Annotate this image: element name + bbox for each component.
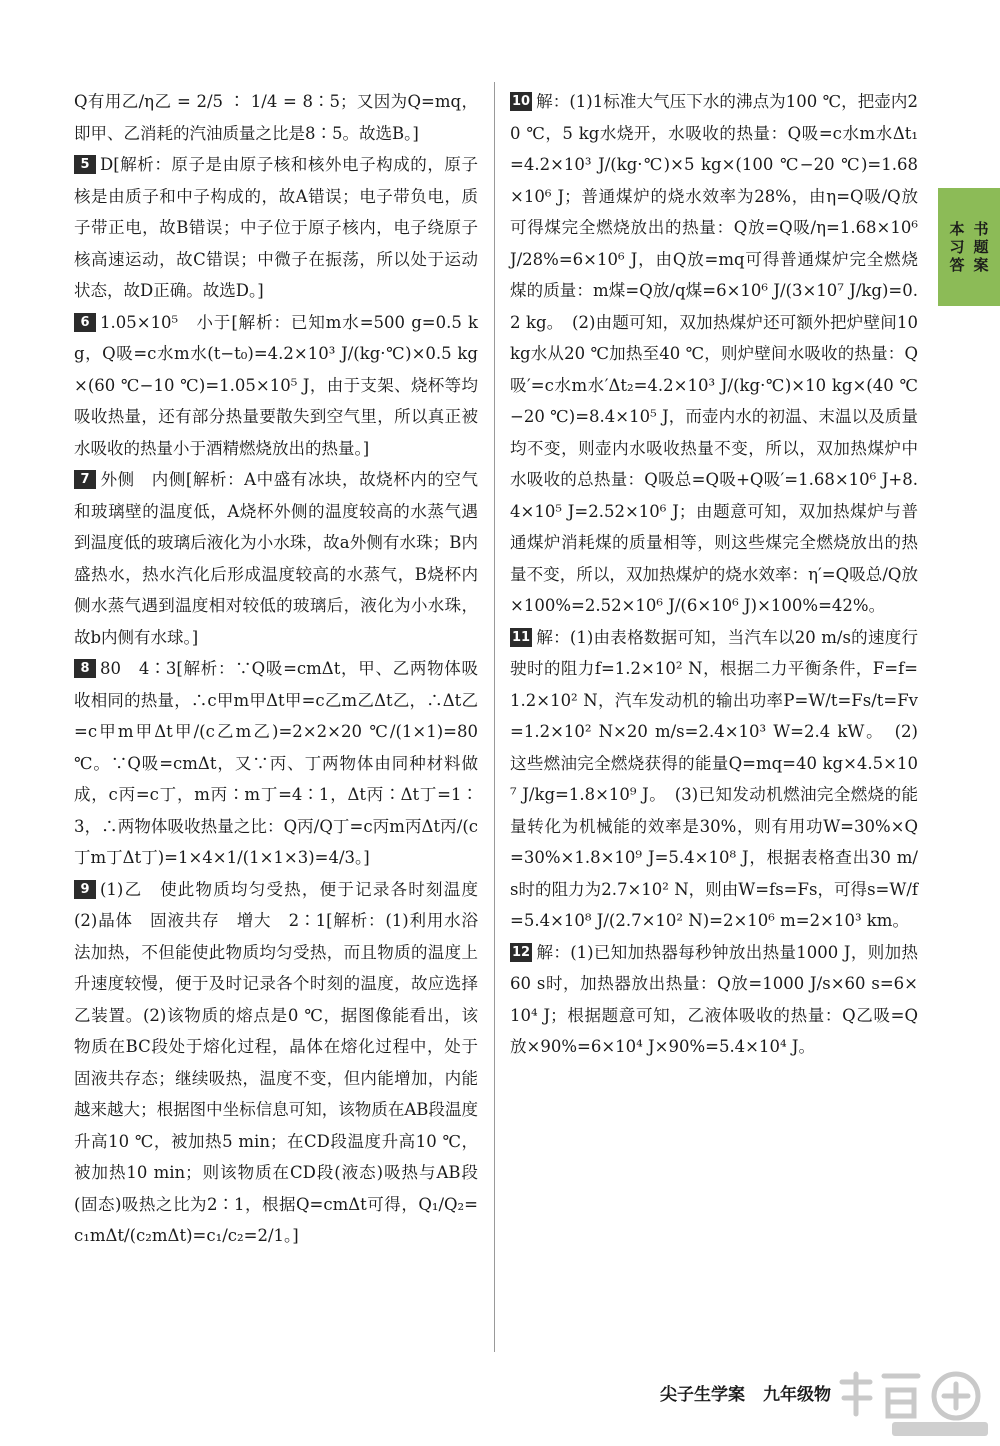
page-footer — [660, 1380, 849, 1405]
left-column — [74, 86, 495, 1252]
answer-number: 10 — [512, 94, 531, 109]
answer-number: 12 — [512, 944, 531, 960]
footer-brand: 尖子生学案 — [660, 1385, 745, 1405]
answer-number: 6 — [74, 313, 96, 332]
answer-text: 解：(1)由表格数据可知，当汽车以20 m/s的速度行驶时的阻力f=1.2×10² N，根据二力平衡条件，F=f=1.2×10² N，汽车发动机的输出功率P=W/t=Fs/t=Fv=1.2×10² N×20 m/s=2.4×10³ W=2.4 kW。 (2)这些燃油完全燃烧获得的能量Q=mq=40 kg×4.5×10⁷ J/kg=1.8×10⁹ J。 (3)已知发动机燃油完全燃烧的能量转化为机械能的效率是30%，则有用功W=30%×Q=30%×1.8×10⁹ J=5.4×10⁸ J，根据表格查出30 m/s时的阻力为2.7×10² N，则由W=fs=Fs，可得s=W/f=5.4×10⁸ J/(2.7×10² N)=2×10⁶ m=2×10³ km。 — [510, 627, 918, 930]
answer-text: 解：(1)1标准大气压下水的沸点为100 ℃，把壶内20 ℃，5 kg水烧开，水吸收的热量：Q吸=c水m水Δt₁=4.2×10³ J/(kg·℃)×5 kg×(100 ℃−20 ℃)=1.68×10⁶ J；普通煤炉的烧水效率为28%，由η=Q吸/Q放可得煤完全燃烧放出的热量：Q放=Q吸/η=1.68×10⁶ J/28%=6×10⁶ J，由Q放=mq可得普通煤炉完全燃烧煤的质量：m煤=Q放/q煤=6×10⁶ J/(3×10⁷ J/kg)=0.2 kg。 (2)由题可知，双加热煤炉还可额外把炉壁间10 kg水从20 ℃加热至40 ℃，则炉壁间水吸收的热量：Q吸′=c水m水′Δt₂=4.2×10³ J/(kg·℃)×10 kg×(40 ℃−20 ℃)=8.4×10⁵ J，而壶内水的初温、末温以及质量均不变，则壶内水吸收热量不变，所以，双加热煤炉中水吸收的总热量：Q吸总=Q吸+Q吸′=1.68×10⁶ J+8.4×10⁵ J=2.52×10⁶ J；由题意可知，双加热煤炉与普通煤炉消耗煤的质量相等，则这些煤完全燃烧放出的热量不变，所以，双加热煤炉的烧水效率：η′=Q吸总/Q放×100%=2.52×10⁶ J/(6×10⁶ J)×100%=42%。 — [510, 92, 918, 615]
side-tab-char: 书 — [973, 219, 989, 238]
answer-item-5 — [74, 149, 478, 307]
answer-text: D[解析：原子是由原子核和核外电子构成的，原子核是由质子和中子构成的，故A错误；电子带负电，质子带正电，故B错误；中子位于原子核内，电子绕原子核高速运动，故C错误；中微子在振荡，所以处于运动状态，故D正确。故选D。] — [74, 155, 478, 300]
answer-text: Q有用乙/η乙 = 2/5 ∶ 1/4 = 8∶5；又因为Q=mq，即甲、乙消耗的汽油质量之比是8∶5。故选B。] — [74, 92, 478, 143]
watermark-logo-icon — [832, 1362, 992, 1438]
answer-item-4-cont — [74, 86, 478, 149]
footer-grade: 九年级物 — [763, 1385, 831, 1405]
answer-number: 7 — [74, 470, 96, 489]
side-tab-char: 习 — [949, 237, 965, 256]
answer-item-11 — [510, 622, 918, 937]
answer-text: 外侧 内侧[解析：A中盛有冰块，故烧杯内的空气和玻璃壁的温度低，A烧杯外侧的温度较高的水蒸气遇到温度低的玻璃后液化为小水珠，故a外侧有水珠；B内盛热水，热水汽化后形成温度较高的水蒸气，B烧杯内侧水蒸气遇到温度相对较低的玻璃后，液化为小水珠，故b内侧有水球。] — [74, 470, 478, 647]
answer-number: 9 — [74, 880, 96, 899]
answer-text: 1.05×10⁵ 小于[解析：已知m水=500 g=0.5 kg，Q吸=c水m水(t−t₀)=4.2×10³ J/(kg·℃)×0.5 kg×(60 ℃−10 ℃)=1.05×10⁵ J，由于支架、烧杯等均吸收热量，还有部分热量要散失到空气里，所以真正被水吸收的热量小于酒精燃烧放出的热量。] — [74, 312, 478, 458]
answer-item-9 — [74, 874, 495, 1252]
side-tab-char: 题 — [973, 237, 989, 256]
answer-item-12 — [510, 937, 918, 1063]
column-divider — [494, 82, 495, 1352]
answer-text: 解：(1)已知加热器每秒钟放出热量1000 J，则加热60 s时，加热器放出热量：Q放=1000 J/s×60 s=6×10⁴ J；根据题意可知，乙液体吸收的热量：Q乙吸=Q放×90%=6×10⁴ J×90%=5.4×10⁴ J。 — [510, 942, 918, 1056]
answer-number: 5 — [74, 155, 96, 174]
answer-item-7 — [74, 464, 478, 653]
answer-text: (1)乙 使此物质均匀受热，便于记录各时刻温度 (2)晶体 固液共存 增大 2∶1[解析：(1)利用水浴法加热，不但能使此物质均匀受热，而且物质的温度上升速度较慢，便于及时记录各个时刻的温度，故应选择乙装置。(2)该物质的熔点是0 ℃，据图像能看出，该物质在BC段处于熔化过程，晶体在熔化过程中，处于固液共存态；继续吸热，温度不变，但内能增加，内能越来越大；根据图中坐标信息可知，该物质在AB段温度升高10 ℃，被加热5 min；在CD段温度升高10 ℃，被加热10 min；则该物质在CD段(液态)吸热与AB段(固态)吸热之比为2∶1，根据Q=cmΔt可得，Q₁/Q₂=c₁mΔt/(c₂mΔt)=c₁/c₂=2/1。] — [74, 879, 495, 1245]
side-tab — [938, 188, 1000, 306]
side-tab-char: 答 — [949, 255, 965, 274]
side-tab-char: 案 — [973, 255, 989, 274]
answer-item-8 — [74, 653, 478, 874]
answer-text: 80 4∶3[解析：∵Q吸=cmΔt，甲、乙两物体吸收相同的热量，∴c甲m甲Δt甲=c乙m乙Δt乙，∴Δt乙=c甲m甲Δt甲/(c乙m乙)=2×2×20 ℃/(1×1)=80 ℃。∵Q吸=cmΔt，又∵丙、丁两物体由同种材料做成，c丙=c丁，m丙∶m丁=4∶1，Δt丙∶Δt丁=1∶3，∴两物体吸收热量之比：Q丙/Q丁=c丙m丙Δt丙/(c丁m丁Δt丁)=1×4×1/(1×1×3)=4/3。] — [74, 659, 478, 867]
answer-item-10 — [510, 86, 918, 622]
answer-number: 11 — [512, 629, 531, 645]
answer-number: 8 — [74, 659, 96, 678]
answer-item-6 — [74, 307, 478, 465]
right-column — [510, 86, 918, 1063]
side-tab-char: 本 — [949, 219, 965, 238]
